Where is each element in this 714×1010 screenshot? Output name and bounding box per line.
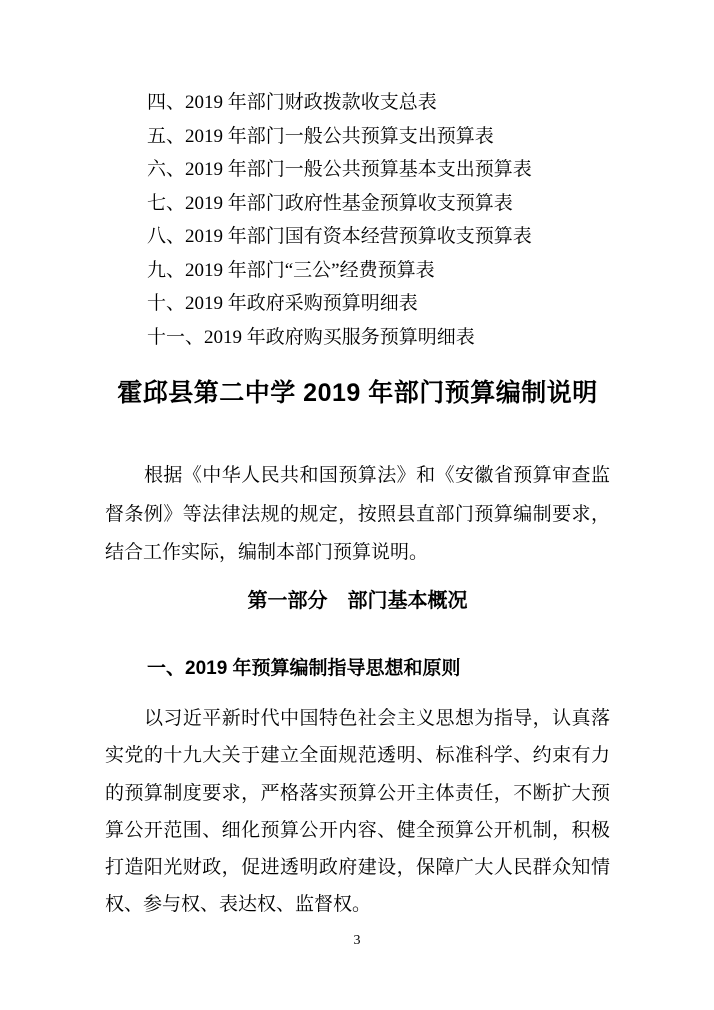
toc-list [105,86,610,354]
toc-item: 十、2019 年政府采购预算明细表 [147,293,418,314]
toc-item: 八、2019 年部门国有资本经营预算收支预算表 [147,226,532,247]
document-title: 霍邱县第二中学 2019 年部门预算编制说明 [117,379,598,407]
toc-item: 六、2019 年部门一般公共预算基本支出预算表 [147,159,532,180]
page-content [105,0,610,1010]
toc-item: 五、2019 年部门一般公共预算支出预算表 [147,125,494,147]
subsection-heading: 一、2019 年预算编制指导思想和原则 [147,658,461,679]
page-number: 3 [353,933,361,948]
toc-item: 七、2019 年部门政府性基金预算收支预算表 [147,192,513,214]
intro-paragraph: 根据《中华人民共和国预算法》和《安徽省预算审查监督条例》等法律法规的规定，按照县直部门预算编制要求，结合工作实际，编制本部门预算说明。 [105,465,610,563]
section-heading: 第一部分 部门基本概况 [247,590,468,612]
toc-item: 十一、2019 年政府购买服务预算明细表 [147,326,475,348]
toc-item: 九、2019 年部门“三公”经费预算表 [147,259,435,281]
toc-item: 四、2019 年部门财政拨款收支总表 [147,92,437,113]
body-paragraph: 以习近平新时代中国特色社会主义思想为指导，认真落实党的十九大关于建立全面规范透明、标准科学、约束有力的预算制度要求，严格落实预算公开主体责任，不断扩大预算公开范围、细化预算公开内容、健全预算公开机制，积极打造阳光财政，促进透明政府建设，保障广大人民群众知情权、参与权、表达权、监督权。 [105,708,610,916]
